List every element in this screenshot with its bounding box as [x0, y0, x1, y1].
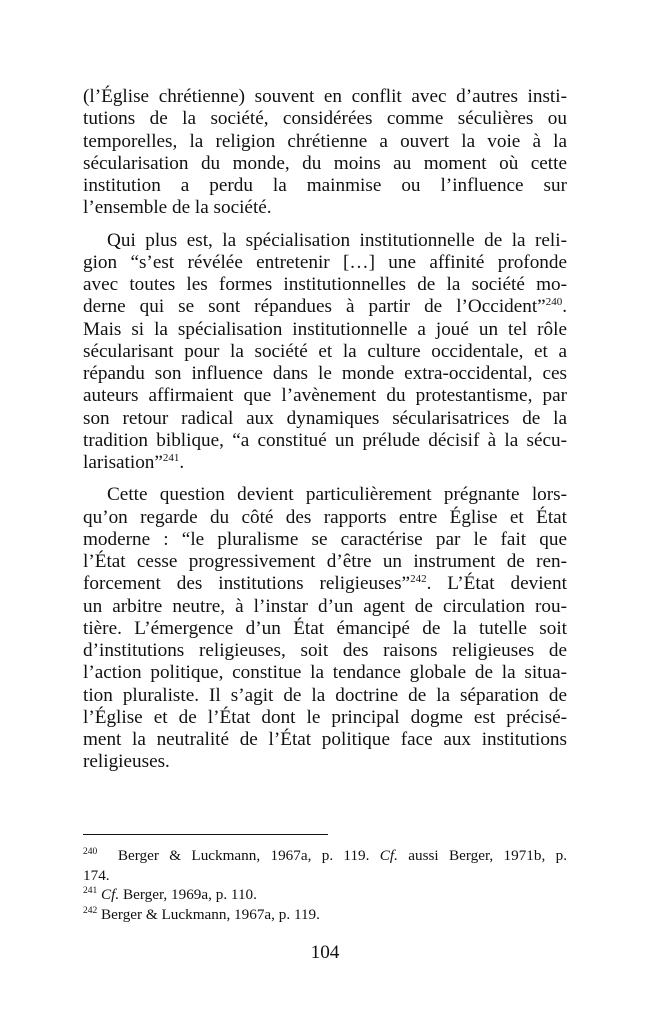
text-line — [83, 296, 567, 318]
italic-run: Cf. — [379, 847, 398, 864]
footnote — [83, 846, 567, 885]
text-run: répandu son influence dans le monde extra-occidental, ces — [83, 363, 567, 384]
text-line — [83, 529, 567, 551]
text-line — [83, 385, 567, 407]
paragraph — [83, 484, 567, 773]
text-run: Berger & Luckmann, 1967a, p. 119. — [97, 905, 320, 923]
text-line — [83, 707, 567, 729]
text-run: d’institutions religieuses, soit des raisons religieuses de — [83, 640, 567, 661]
text-run: ment la neutralité de l’État politique face aux institutions — [83, 729, 567, 750]
footnote-ref: 242 — [83, 905, 98, 916]
text-line — [83, 197, 567, 219]
text-run: l’État cesse progressivement d’être un instrument de ren- — [83, 551, 567, 572]
text-line — [83, 153, 567, 175]
text-line — [83, 363, 567, 385]
text-run: tière. L’émergence d’un État émancipé de la tutelle soit — [83, 617, 567, 639]
text-run: Mais si la spécialisation institutionnelle a joué un tel rôle — [83, 318, 567, 340]
text-run: (l’Église chrétienne) souvent en conflit avec d’autres insti- — [83, 86, 567, 107]
text-line — [83, 551, 567, 573]
text-line — [83, 408, 567, 430]
text-line — [83, 885, 567, 905]
text-run: avec toutes les formes institutionnelles de la société mo- — [83, 274, 567, 295]
text-run: sécularisant pour la société et la culture occidentale, et a — [83, 340, 567, 362]
text-run: auteurs affirmaient que l’avènement du protestantisme, par — [83, 385, 567, 407]
page-number: 104 — [310, 942, 340, 963]
footnote-ref: 240 — [83, 847, 98, 857]
text-run: larisation” — [83, 452, 163, 473]
text-line — [83, 319, 567, 341]
text-run: son retour radical aux dynamiques sécularisatrices de la — [83, 407, 567, 429]
text-line — [83, 507, 567, 529]
text-line — [83, 618, 567, 640]
footnotes — [83, 846, 567, 924]
text-run: l’ensemble de la société. — [83, 197, 272, 219]
text-line — [83, 596, 567, 618]
text-line — [83, 341, 567, 363]
footnote-separator — [83, 834, 328, 835]
text-line — [83, 274, 567, 296]
text-run: moderne : “le pluralisme se caractérise par le fait que — [83, 528, 567, 550]
text-line — [83, 905, 567, 925]
footnote-ref: 240 — [545, 296, 563, 309]
footnote — [83, 885, 567, 905]
text-run: un arbitre neutre, à l’instar d’un agent de circulation rou- — [83, 595, 567, 617]
text-run: institution a perdu la mainmise ou l’influence sur — [83, 175, 567, 196]
text-run: Berger & Luckmann, 1967a, p. 119. — [97, 847, 380, 864]
text-run: Cette question devient particulièrement prégnante lors- — [107, 484, 567, 506]
text-line — [83, 86, 567, 108]
footnote-ref: 241 — [162, 452, 180, 464]
text-line — [83, 484, 567, 506]
text-line — [83, 452, 567, 474]
italic-run: Cf. — [101, 886, 120, 904]
text-run: Qui plus est, la spécialisation institutionnelle de la reli- — [107, 229, 567, 251]
text-run: . L’État devient — [426, 573, 567, 595]
text-run: tradition biblique, “a constitué un prélude décisif à la sécu- — [83, 429, 567, 451]
footnote-ref: 242 — [410, 573, 427, 586]
text-line — [83, 729, 567, 751]
footnote — [83, 905, 567, 925]
text-run: . — [562, 296, 567, 318]
text-run: derne qui se sont répandues à partir de l’Occident” — [83, 296, 546, 318]
text-line — [83, 252, 567, 274]
text-run: l’action politique, constitue la tendance globale de la situa- — [83, 662, 567, 684]
paragraph — [83, 230, 567, 475]
text-run: qu’on regarde du côté des rapports entre Église et État — [83, 506, 567, 528]
text-line — [83, 866, 567, 886]
text-run: religieuses. — [83, 751, 170, 773]
text-line — [83, 846, 567, 866]
paragraph — [83, 86, 567, 220]
text-run: tion pluraliste. Il s’agit de la doctrine de la séparation de — [83, 684, 567, 706]
text-run: Berger, 1969a, p. 110. — [119, 886, 257, 904]
text-line — [83, 685, 567, 707]
text-run: 174. — [83, 866, 110, 884]
text-run: temporelles, la religion chrétienne a ouvert la voie à la — [83, 130, 567, 152]
text-line — [83, 230, 567, 252]
text-run: . — [179, 452, 185, 473]
text-line — [83, 751, 567, 773]
text-run: forcement des institutions religieuses” — [83, 573, 411, 595]
text-run: aussi Berger, 1971b, p. — [397, 847, 568, 864]
text-line — [83, 108, 567, 130]
text-run: l’Église et de l’État dont le principal dogme est précisé- — [83, 706, 567, 728]
footnote-ref: 241 — [83, 886, 98, 897]
text-run: sécularisation du monde, du moins au moment où cette — [83, 152, 567, 174]
text-line — [83, 573, 567, 595]
text-line — [83, 430, 567, 452]
text-run: tutions de la société, considérées comme séculières ou — [83, 108, 567, 130]
text-line — [83, 662, 567, 684]
body-text — [83, 86, 567, 784]
text-run: gion “s’est révélée entretenir […] une affinité profonde — [83, 251, 567, 273]
text-line — [83, 640, 567, 662]
text-line — [83, 131, 567, 153]
text-line — [83, 175, 567, 197]
